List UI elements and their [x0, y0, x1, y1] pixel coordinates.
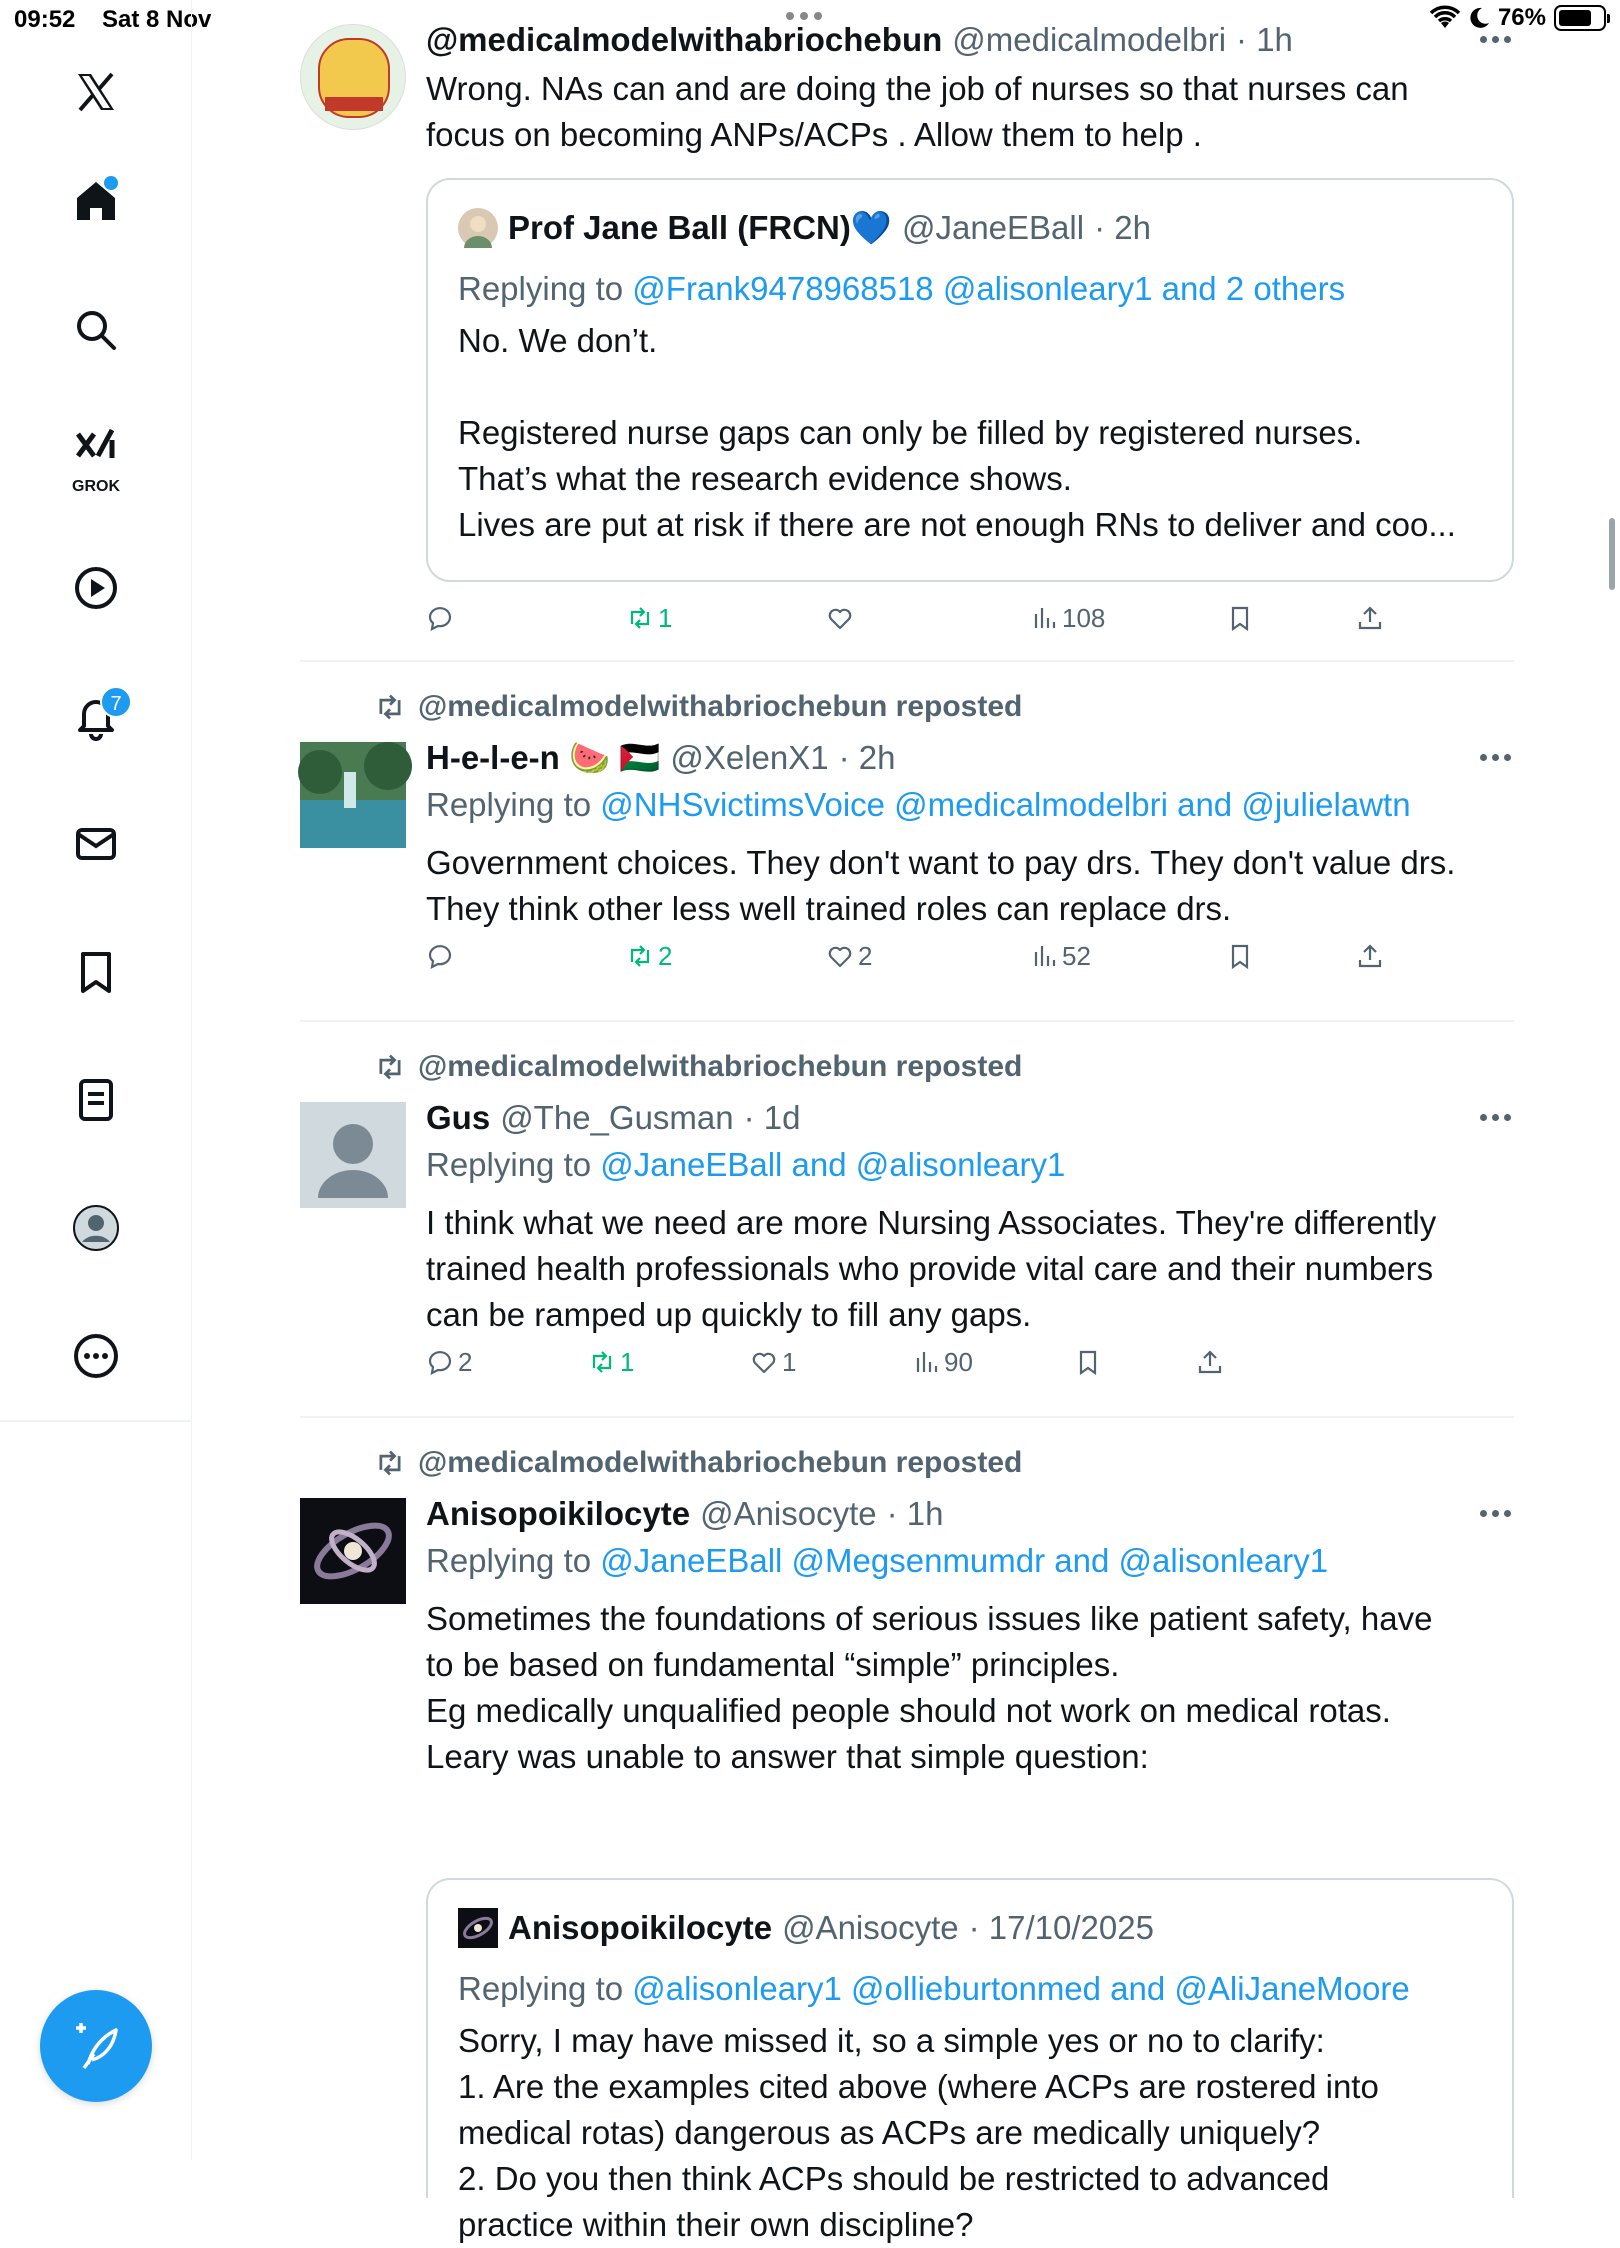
post-time[interactable]: · 2h	[838, 739, 896, 776]
repost-indicator	[374, 1446, 1022, 1480]
bookmark-icon	[1226, 942, 1254, 970]
bookmarks-icon[interactable]	[66, 942, 126, 1002]
post-text: I think what we need are more Nursing Associates. They're differently trained health professionals who provide vital care and their numbers can be ramped up quickly to fill any gaps.	[426, 1204, 1437, 1333]
repost-count: 1	[658, 602, 673, 633]
author-handle[interactable]: @medicalmodelbri	[952, 21, 1227, 58]
x-logo-icon[interactable]	[66, 62, 126, 122]
quoted-author-handle[interactable]: @Anisocyte	[782, 1909, 959, 1946]
post-actions	[426, 936, 1514, 976]
more-options-icon[interactable]	[1480, 1510, 1514, 1520]
grok-label: GROK	[72, 478, 120, 495]
messages-mail-icon[interactable]	[66, 814, 126, 874]
like-button[interactable]	[826, 936, 872, 976]
repost-count: 2	[658, 940, 673, 971]
quoted-post-text: No. We don’t. Registered nurse gaps can only be filled by registered nurses. That’s what the research evidence shows. Lives are put at risk if there are not enough RNs to deliver and coo...	[458, 322, 1456, 543]
post-time[interactable]: · 1d	[743, 1099, 801, 1136]
repost-count: 1	[620, 1346, 635, 1377]
profile-avatar-icon[interactable]	[66, 1198, 126, 1258]
repost-icon	[374, 1051, 406, 1083]
quoted-avatar[interactable]	[458, 1908, 498, 1948]
replying-prefix: Replying to	[458, 1970, 624, 2007]
share-button[interactable]	[1356, 598, 1384, 638]
sidebar	[0, 0, 192, 2160]
more-options-icon[interactable]	[1480, 1114, 1514, 1124]
reply-count: 2	[458, 1346, 473, 1377]
views-button[interactable]	[1030, 936, 1091, 976]
video-play-icon[interactable]	[66, 558, 126, 618]
like-button[interactable]	[750, 1342, 796, 1382]
post-divider	[300, 1416, 1514, 1418]
replying-to-links[interactable]: @JaneEBall @Megsenmumdr and @alisonleary1	[600, 1542, 1329, 1579]
post-text: Government choices. They don't want to pay drs. They don't value drs. They think other less well trained roles can replace drs.	[426, 844, 1456, 927]
share-icon	[1356, 604, 1384, 632]
quoted-author-name[interactable]: Anisopoikilocyte	[508, 1909, 773, 1946]
quoted-post[interactable]	[426, 1878, 1514, 2243]
battery-percent: 76%	[1497, 4, 1546, 31]
views-chart-icon	[912, 1348, 940, 1376]
share-button[interactable]	[1356, 936, 1384, 976]
like-count: 1	[782, 1346, 797, 1377]
post-actions	[426, 1342, 1514, 1382]
more-options-circle-icon[interactable]	[66, 1326, 126, 1386]
home-unread-dot	[104, 176, 118, 190]
battery-icon	[1554, 5, 1606, 31]
replying-to-links[interactable]: @JaneEBall and @alisonleary1	[600, 1146, 1066, 1183]
quoted-author-name[interactable]: Prof Jane Ball (FRCN)💙	[508, 208, 892, 246]
views-button[interactable]	[912, 1342, 973, 1382]
author-name[interactable]: H-e-l-e-n 🍉 🇵🇸	[426, 738, 661, 776]
grok-icon[interactable]	[66, 420, 126, 480]
repost-icon	[626, 942, 654, 970]
sidebar-divider	[0, 1420, 192, 1422]
quoted-post-text: Sorry, I may have missed it, so a simple yes or no to clarify: 1. Are the examples cited above (where ACPs are rostered into medical rotas) dangerous as ACPs are medically uniquely? 2. Do you then think ACPs should be restricted to advanced practice within their own discipline?	[458, 2022, 1379, 2243]
notifications-count-badge: 7	[100, 686, 132, 718]
status-time: 09:52	[14, 6, 76, 33]
repost-button[interactable]	[626, 936, 672, 976]
replying-to	[426, 1542, 1514, 1586]
repost-indicator	[374, 690, 1022, 724]
reply-button[interactable]	[426, 936, 458, 976]
author-name[interactable]: @medicalmodelwithabriochebun	[426, 21, 943, 58]
post-time[interactable]: · 1h	[886, 1495, 944, 1532]
status-date: Sat 8 Nov	[102, 6, 212, 33]
replying-to	[426, 1146, 1514, 1190]
reply-icon	[426, 1348, 454, 1376]
reply-icon	[426, 942, 454, 970]
scrollbar[interactable]	[1609, 518, 1615, 590]
author-handle[interactable]: @The_Gusman	[500, 1099, 734, 1136]
post-divider	[300, 1020, 1514, 1022]
like-button[interactable]	[826, 598, 858, 638]
repost-indicator	[374, 1050, 1022, 1084]
quoted-post-time: · 2h	[1094, 209, 1151, 246]
share-icon	[1356, 942, 1384, 970]
views-chart-icon	[1030, 604, 1058, 632]
view-count: 52	[1062, 940, 1091, 971]
share-icon	[1196, 1348, 1224, 1376]
share-button[interactable]	[1196, 1342, 1224, 1382]
repost-button[interactable]	[626, 598, 672, 638]
lists-icon[interactable]	[66, 1070, 126, 1130]
author-handle[interactable]: @XelenX1	[670, 739, 829, 776]
more-options-icon[interactable]	[1480, 754, 1514, 764]
replying-to	[426, 786, 1514, 830]
repost-label[interactable]: @medicalmodelwithabriochebun reposted	[418, 1446, 1023, 1479]
view-count: 90	[944, 1346, 973, 1377]
search-icon[interactable]	[66, 300, 126, 360]
views-button[interactable]	[1030, 598, 1105, 638]
avatar[interactable]	[300, 24, 406, 130]
avatar[interactable]	[300, 1498, 406, 1604]
quoted-author-handle[interactable]: @JaneEBall	[901, 209, 1085, 246]
reply-button[interactable]	[426, 1342, 472, 1382]
reply-button[interactable]	[426, 598, 458, 638]
post-time[interactable]: · 1h	[1236, 21, 1293, 58]
replying-prefix: Replying to	[426, 786, 592, 823]
author-handle[interactable]: @Anisocyte	[700, 1495, 877, 1532]
avatar[interactable]	[300, 1102, 406, 1208]
replying-prefix: Replying to	[426, 1146, 592, 1183]
heart-icon	[750, 1348, 778, 1376]
more-options-icon[interactable]	[1480, 36, 1514, 46]
replying-to-links[interactable]: @Frank9478968518 @alisonleary1 and 2 others	[632, 270, 1346, 307]
replying-prefix: Replying to	[426, 1542, 592, 1579]
author-name[interactable]: Anisopoikilocyte	[426, 1495, 691, 1532]
repost-label[interactable]: @medicalmodelwithabriochebun reposted	[418, 1050, 1023, 1083]
quoted-replying-to	[458, 1970, 1410, 2014]
bookmark-button[interactable]	[1226, 598, 1254, 638]
avatar[interactable]	[300, 742, 406, 848]
reply-icon	[426, 604, 454, 632]
repost-icon	[626, 604, 654, 632]
replying-prefix: Replying to	[458, 270, 624, 307]
heart-icon	[826, 942, 854, 970]
view-count: 108	[1062, 602, 1106, 633]
post-actions	[426, 598, 1514, 638]
post-text: Wrong. NAs can and are doing the job of nurses so that nurses can focus on becoming ANPs/ACPs . Allow them to help .	[426, 70, 1409, 153]
author-name[interactable]: Gus	[426, 1099, 491, 1136]
repost-icon	[374, 691, 406, 723]
compose-post-button[interactable]	[40, 1990, 152, 2102]
like-count: 2	[858, 940, 873, 971]
repost-icon	[374, 1447, 406, 1479]
quoted-avatar[interactable]	[458, 208, 498, 248]
home-icon[interactable]	[66, 170, 126, 230]
views-chart-icon	[1030, 942, 1058, 970]
bookmark-button[interactable]	[1226, 936, 1254, 976]
post-divider	[300, 660, 1514, 662]
notifications-bell-icon[interactable]	[66, 686, 126, 746]
repost-icon	[588, 1348, 616, 1376]
quoted-replying-to	[458, 270, 1345, 314]
bookmark-icon	[1226, 604, 1254, 632]
feather-plus-icon	[70, 2020, 122, 2072]
bookmark-icon	[1074, 1348, 1102, 1376]
replying-to-links[interactable]: @alisonleary1 @ollieburtonmed and @AliJaneMoore	[632, 1970, 1410, 2007]
quoted-post[interactable]	[426, 178, 1514, 582]
repost-button[interactable]	[588, 1342, 634, 1382]
repost-label[interactable]: @medicalmodelwithabriochebun reposted	[418, 690, 1023, 723]
quoted-post-time: · 17/10/2025	[968, 1909, 1154, 1946]
post-text: Sometimes the foundations of serious issues like patient safety, have to be based on fundamental “simple” principles. Eg medically unqualified people should not work on medical rotas. Leary was unable to answer that simple question:	[426, 1600, 1433, 1775]
replying-to-links[interactable]: @NHSvictimsVoice @medicalmodelbri and @julielawtn	[600, 786, 1411, 823]
bookmark-button[interactable]	[1074, 1342, 1102, 1382]
heart-icon	[826, 604, 854, 632]
